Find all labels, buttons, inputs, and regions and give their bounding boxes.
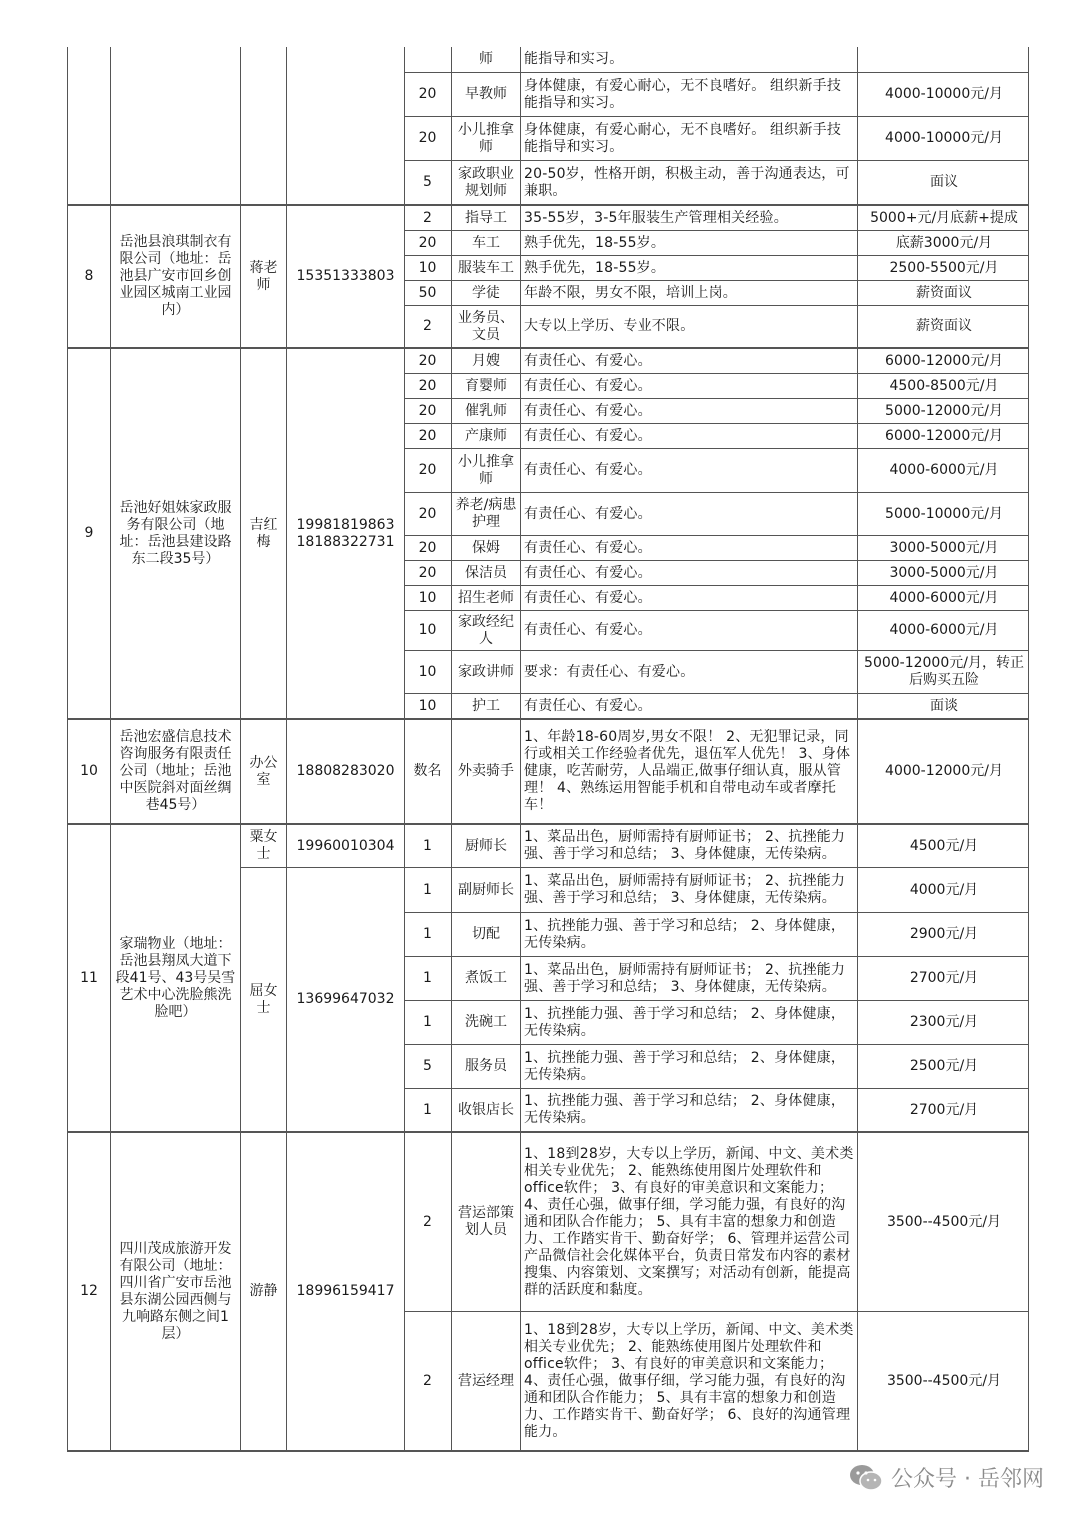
position-cell: 小儿推拿师 <box>458 453 514 487</box>
contact-person: 蒋老师 <box>249 259 278 293</box>
position-cell: 学徒 <box>472 284 500 301</box>
company-block-9 <box>67 349 1029 720</box>
position-cell: 催乳师 <box>465 402 507 419</box>
job-row <box>404 651 1029 694</box>
salary-cell: 5000-12000元/月 <box>885 402 1003 419</box>
headcount-cell: 1 <box>423 970 432 986</box>
requirements-cell: 有责任心、有爱心。 <box>524 402 652 419</box>
position-cell: 产康师 <box>465 427 507 444</box>
requirements-cell: 1、抗挫能力强、善于学习和总结； 2、身体健康，无传染病。 <box>524 1005 846 1039</box>
job-rows <box>404 1133 1029 1450</box>
requirements-cell: 身体健康，有爱心耐心，无不良嗜好。 组织新手技能指导和实习。 <box>524 121 842 155</box>
salary-cell: 面议 <box>930 174 958 190</box>
position-cell: 车工 <box>472 234 500 251</box>
job-row <box>404 206 1029 231</box>
job-row <box>404 449 1029 493</box>
company-number: 8 <box>84 268 94 284</box>
job-rows <box>404 720 1029 823</box>
contact-phone: 15351333803 <box>296 268 395 284</box>
headcount-cell: 20 <box>418 402 437 419</box>
job-row <box>404 868 1029 913</box>
headcount-cell: 5 <box>423 1058 432 1074</box>
salary-cell: 4000-12000元/月 <box>885 763 1003 779</box>
salary-cell: 3000-5000元/月 <box>889 564 999 581</box>
position-cell: 副厨师长 <box>458 881 514 898</box>
company-block-8 <box>67 206 1029 349</box>
salary-cell: 4000-10000元/月 <box>885 86 1003 102</box>
job-row <box>404 117 1029 161</box>
company-number: 11 <box>80 969 98 986</box>
company-number <box>68 47 110 204</box>
job-row <box>404 913 1029 957</box>
salary-cell: 4500-8500元/月 <box>889 377 999 394</box>
headcount-cell: 20 <box>418 86 437 102</box>
requirements-cell: 有责任心、有爱心。 <box>524 622 652 638</box>
salary-cell: 2300元/月 <box>909 1014 979 1030</box>
job-row <box>404 231 1029 256</box>
company-name: 岳池宏盛信息技术咨询服务有限责任公司（地址；岳池中医院斜对面丝绸巷45号） <box>119 729 232 813</box>
requirements-cell: 有责任心、有爱心。 <box>524 697 652 714</box>
salary-cell <box>859 47 1029 72</box>
headcount-cell: 数名 <box>413 763 442 779</box>
salary-cell: 4000-6000元/月 <box>889 622 999 638</box>
salary-cell: 5000+元/月底薪+提成 <box>870 209 1018 226</box>
requirements-cell: 1、菜品出色，厨师需持有厨师证书； 2、抗挫能力强、善于学习和总结； 3、身体健康，无传染病。 <box>524 873 846 906</box>
position-cell: 煮饭工 <box>465 970 507 986</box>
contact-phone: 19960010304 <box>296 837 395 854</box>
position-cell: 家政讲师 <box>458 663 514 680</box>
salary-cell: 5000-10000元/月 <box>885 505 1003 522</box>
requirements-cell: 大专以上学历、专业不限。 <box>524 318 695 334</box>
job-row <box>404 1312 1029 1450</box>
job-row <box>404 694 1029 718</box>
contact-phone: 18808283020 <box>296 763 395 779</box>
requirements-cell: 有责任心、有爱心。 <box>524 377 652 394</box>
requirements-cell: 1、抗挫能力强、善于学习和总结； 2、身体健康，无传染病。 <box>524 1049 846 1083</box>
company-name: 家瑞物业（地址：岳池县翔凤大道下段41号、43号吴雪艺术中心洗脸熊洗脸吧） <box>115 935 236 1020</box>
position-cell: 小儿推拿师 <box>458 121 514 155</box>
company-name: 四川茂成旅游开发有限公司（地址：四川省广安市岳池县东湖公园西侧与九响路东侧之间1层） <box>119 1240 232 1342</box>
position-cell: 外卖骑手 <box>458 763 514 779</box>
position-cell: 营运经理 <box>458 1372 514 1389</box>
salary-cell: 6000-12000元/月 <box>885 427 1003 444</box>
headcount-cell: 5 <box>423 174 432 190</box>
headcount-cell: 20 <box>418 352 437 369</box>
job-row <box>404 561 1029 586</box>
salary-cell: 底薪3000元/月 <box>895 234 993 251</box>
salary-cell: 2700元/月 <box>909 970 979 986</box>
job-row <box>404 1001 1029 1045</box>
salary-cell: 2500-5500元/月 <box>889 259 999 276</box>
position-cell: 指导工 <box>465 209 507 226</box>
job-row <box>404 611 1029 651</box>
headcount-cell: 10 <box>418 622 437 638</box>
company-block-10 <box>67 720 1029 825</box>
watermark-text: 公众号 · 岳邻网 <box>891 1467 1044 1492</box>
position-cell: 早教师 <box>465 86 507 102</box>
headcount-cell: 2 <box>423 318 432 334</box>
headcount-cell: 20 <box>418 564 437 581</box>
headcount-cell: 10 <box>418 589 437 606</box>
position-cell: 家政经纪人 <box>458 613 514 647</box>
requirements-cell: 1、18到28岁，大专以上学历，新闻、中文、美术类相关专业优先； 2、能熟练使用图片处理软件和office软件； 3、有良好的审美意识和文案能力；4、责任心强，做事仔细，学习能力强，有良好的沟通和团队合作能力； 5、具有丰富的想象力和创造力、工作踏实肯干、勤奋好学； 6、管理并运营公司产品微信社会化媒体平台，负责日常发布内容的素材搜集、内容策划、文案撰写；对活动有创新，能提高群的活跃度和黏度。 <box>524 1145 854 1298</box>
contact-phone <box>287 47 404 204</box>
requirements-cell: 1、菜品出色，厨师需持有厨师证书； 2、抗挫能力强、善于学习和总结； 3、身体健康，无传染病。 <box>524 829 846 862</box>
requirements-cell: 有责任心、有爱心。 <box>524 462 652 478</box>
job-row <box>404 825 1029 868</box>
contact-person: 吉红梅 <box>249 516 278 550</box>
headcount-cell: 20 <box>418 234 437 251</box>
requirements-cell: 熟手优先，18-55岁。 <box>524 259 666 276</box>
position-cell: 服务员 <box>465 1058 507 1074</box>
salary-cell: 3000-5000元/月 <box>889 539 999 556</box>
job-row <box>404 957 1029 1001</box>
job-row <box>404 536 1029 561</box>
headcount-cell <box>404 47 451 72</box>
contact-phone: 18996159417 <box>296 1283 395 1299</box>
job-row <box>404 399 1029 424</box>
headcount-cell: 1 <box>423 1014 432 1030</box>
contact-person: 屈女士 <box>249 982 278 1016</box>
headcount-cell: 1 <box>423 926 432 942</box>
headcount-cell: 50 <box>418 284 437 301</box>
company-number: 12 <box>80 1283 98 1299</box>
requirements-cell: 1、18到28岁，大专以上学历，新闻、中文、美术类相关专业优先； 2、能熟练使用图片处理软件和office软件； 3、有良好的审美意识和文案能力；4、责任心强，做事仔细，学习能力强，有良好的沟通和团队合作能力； 5、具有丰富的想象力和创造力、工作踏实肯干、勤奋好学； 6、良好的沟通管理能力。 <box>524 1321 854 1440</box>
position-cell: 师 <box>479 51 493 67</box>
headcount-cell: 10 <box>418 663 437 680</box>
headcount-cell: 20 <box>418 377 437 394</box>
headcount-cell: 1 <box>423 1101 432 1118</box>
position-cell: 切配 <box>472 926 500 942</box>
requirements-cell: 1、抗挫能力强、善于学习和总结； 2、身体健康，无传染病。 <box>524 1093 846 1126</box>
headcount-cell: 2 <box>423 209 432 226</box>
job-rows <box>404 349 1029 718</box>
contact-person <box>241 47 286 204</box>
position-cell: 洗碗工 <box>465 1014 507 1030</box>
headcount-cell: 20 <box>418 539 437 556</box>
requirements-cell: 有责任心、有爱心。 <box>524 539 652 556</box>
position-cell: 保姆 <box>472 539 500 556</box>
salary-cell: 6000-12000元/月 <box>885 352 1003 369</box>
job-row <box>404 720 1029 823</box>
requirements-cell: 能指导和实习。 <box>524 51 624 67</box>
position-cell: 保洁员 <box>465 564 507 581</box>
salary-cell: 2500元/月 <box>909 1058 979 1074</box>
company-block-continued <box>67 47 1029 206</box>
requirements-cell: 要求：有责任心、有爱心。 <box>524 663 695 680</box>
company-block-11 <box>67 825 1029 1133</box>
company-block-12 <box>67 1133 1029 1452</box>
headcount-cell: 1 <box>423 837 432 854</box>
job-row <box>404 47 1029 73</box>
company-name <box>111 47 240 204</box>
headcount-cell: 20 <box>418 462 437 478</box>
recruitment-table <box>67 47 1029 1452</box>
job-rows <box>404 47 1029 204</box>
contact-person: 粟女士 <box>249 829 278 862</box>
headcount-cell: 2 <box>423 1372 432 1389</box>
company-name: 岳池县浪琪制衣有限公司（地址：岳池县广安市回乡创业园区城南工业园内） <box>119 234 232 318</box>
job-row <box>404 1133 1029 1312</box>
requirements-cell: 有责任心、有爱心。 <box>524 564 652 581</box>
requirements-cell: 有责任心、有爱心。 <box>524 505 652 522</box>
position-cell: 家政职业规划师 <box>458 165 514 199</box>
contact-phone: 13699647032 <box>296 991 395 1007</box>
headcount-cell: 20 <box>418 130 437 146</box>
job-row <box>404 1045 1029 1089</box>
salary-cell: 4000-6000元/月 <box>889 462 999 478</box>
position-cell: 育婴师 <box>465 377 507 394</box>
job-row <box>404 281 1029 306</box>
salary-cell: 2700元/月 <box>909 1101 979 1118</box>
requirements-cell: 有责任心、有爱心。 <box>524 427 652 444</box>
contact-phone: 19981819863 18188322731 <box>296 516 395 550</box>
requirements-cell: 20-50岁，性格开朗，积极主动，善于沟通表达，可兼职。 <box>524 165 850 199</box>
position-cell: 护工 <box>472 697 500 714</box>
contact-person: 游静 <box>249 1283 278 1299</box>
company-name: 岳池好姐妹家政服务有限公司（地址：岳池县建设路东二段35号） <box>119 499 232 567</box>
requirements-cell: 35-55岁，3-5年服装生产管理相关经验。 <box>524 209 788 226</box>
contact-person: 办公室 <box>249 754 278 788</box>
job-rows <box>404 825 1029 1131</box>
company-number: 10 <box>80 763 98 779</box>
requirements-cell: 1、抗挫能力强、善于学习和总结； 2、身体健康，无传染病。 <box>524 917 846 951</box>
job-row <box>404 493 1029 536</box>
job-row <box>404 306 1029 347</box>
job-row <box>404 73 1029 117</box>
position-cell: 营运部策划人员 <box>458 1205 514 1238</box>
salary-cell: 4000-10000元/月 <box>885 130 1003 146</box>
headcount-cell: 20 <box>418 427 437 444</box>
headcount-cell: 2 <box>423 1213 432 1230</box>
salary-cell: 4500元/月 <box>909 837 979 854</box>
salary-cell: 面谈 <box>930 697 958 714</box>
job-rows <box>404 206 1029 347</box>
requirements-cell: 有责任心、有爱心。 <box>524 589 652 606</box>
salary-cell: 5000-12000元/月，转正后购买五险 <box>864 655 1024 688</box>
salary-cell: 4000-6000元/月 <box>889 589 999 606</box>
position-cell: 招生老师 <box>458 589 514 606</box>
position-cell: 收银店长 <box>458 1101 514 1118</box>
requirements-cell: 身体健康，有爱心耐心，无不良嗜好。 组织新手技能指导和实习。 <box>524 77 842 111</box>
position-cell: 厨师长 <box>465 837 507 854</box>
company-number: 9 <box>84 525 94 541</box>
salary-cell: 3500--4500元/月 <box>886 1213 1002 1230</box>
salary-cell: 4000元/月 <box>909 881 979 898</box>
headcount-cell: 1 <box>423 881 432 898</box>
position-cell: 服装车工 <box>458 259 514 276</box>
salary-cell: 2900元/月 <box>909 926 979 942</box>
job-row <box>404 374 1029 399</box>
requirements-cell: 年龄不限，男女不限，培训上岗。 <box>524 284 737 301</box>
requirements-cell: 1、菜品出色，厨师需持有厨师证书； 2、抗挫能力强、善于学习和总结； 3、身体健康，无传染病。 <box>524 961 846 995</box>
requirements-cell: 熟手优先，18-55岁。 <box>524 234 666 251</box>
job-row <box>404 424 1029 449</box>
job-row <box>404 161 1029 204</box>
headcount-cell: 10 <box>418 259 437 276</box>
requirements-cell: 1、年龄18-60周岁,男女不限！ 2、无犯罪记录，同行或相关工作经验者优先，退伍军人优先！ 3、身体健康，吃苦耐劳，人品端正,做事仔细认真，服从管理！ 4、熟练运用智能手机和自带电动车或者摩托车！ <box>524 729 851 813</box>
position-cell: 月嫂 <box>472 352 500 369</box>
job-row <box>404 256 1029 281</box>
watermark <box>849 1462 1044 1493</box>
requirements-cell: 有责任心、有爱心。 <box>524 352 652 369</box>
job-row <box>404 586 1029 611</box>
job-row <box>404 349 1029 374</box>
wechat-icon <box>849 1464 883 1492</box>
salary-cell: 3500--4500元/月 <box>886 1372 1002 1389</box>
headcount-cell: 10 <box>418 697 437 714</box>
salary-cell: 薪资面议 <box>916 318 972 334</box>
salary-cell: 薪资面议 <box>916 284 972 301</box>
position-cell: 业务员、文员 <box>458 309 514 343</box>
position-cell: 养老/病患护理 <box>455 497 517 530</box>
job-row <box>404 1089 1029 1131</box>
headcount-cell: 20 <box>418 505 437 522</box>
